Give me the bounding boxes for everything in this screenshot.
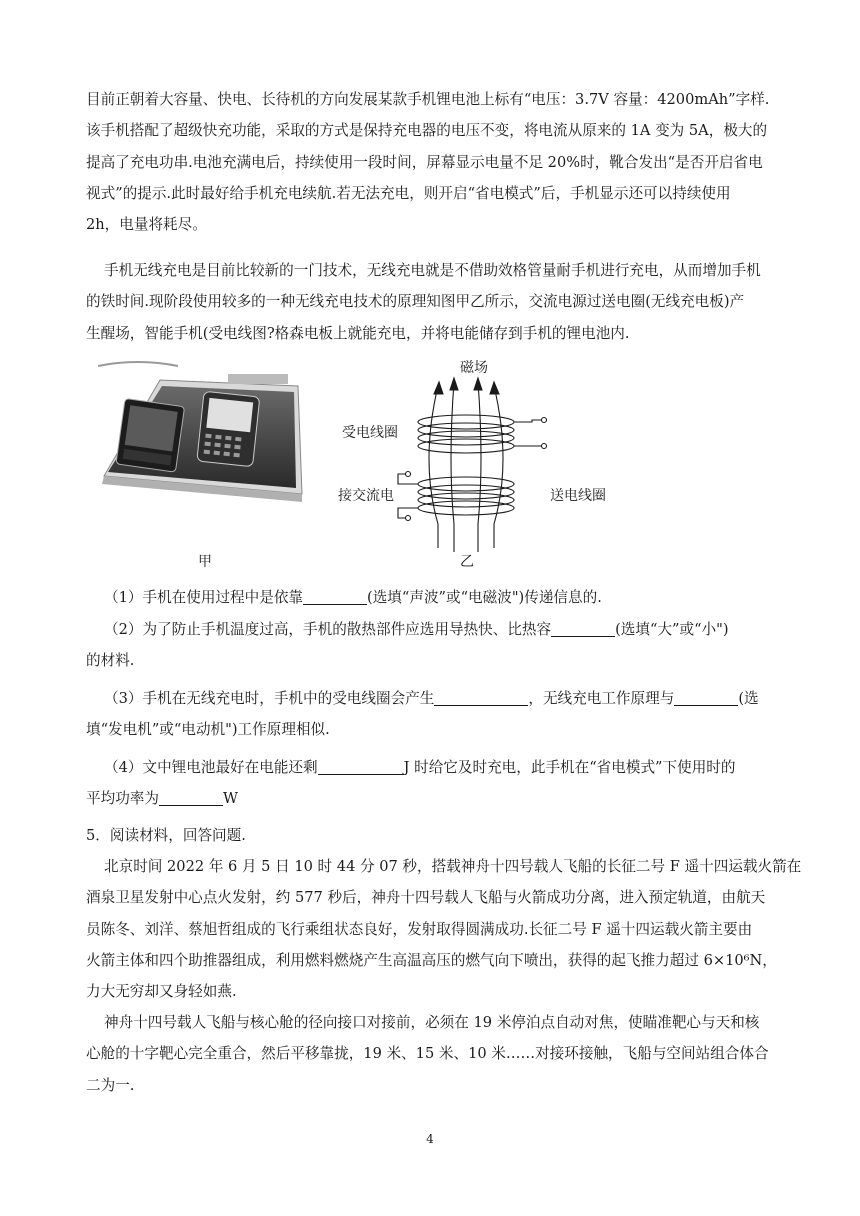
q2-text-b: (选填“大”或“小"): [615, 621, 729, 638]
q2-text-c: 的材料.: [86, 652, 135, 670]
text-line: 员陈冬、刘洋、蔡旭哲组成的飞行乘组状态良好，发射取得圆满成功.长征二号 F 遥十四运载火箭主要由: [86, 920, 753, 938]
q4-text-b: J 时给它及时充电，此手机在“省电模式”下使用时的: [403, 759, 736, 776]
answer-blank[interactable]: [551, 621, 615, 637]
text-line: 酒泉卫星发射中心点火发射，约 577 秒后，神舟十四号载人飞船与火箭成功分离，进入预定轨道，由航天: [86, 889, 766, 907]
paragraph-battery: [86, 84, 778, 240]
figure-wireless-charging: [98, 352, 638, 580]
caption-jia: 甲: [198, 554, 212, 570]
q1-text-b: (选填“声波”或“电磁波")传递信息的.: [367, 589, 602, 606]
label-ac-input: 接交流电: [338, 488, 394, 504]
q3-text-b: ，无线充电工作原理与: [528, 690, 675, 707]
q4-text-a: （4）文中锂电池最好在电能还剩: [104, 759, 318, 776]
q1-text-a: （1）手机在使用过程中是依靠: [104, 589, 304, 606]
text-line: 生醒场，智能手机(受电线图?格森电板上就能充电，并将电能储存到手机的锂电池内.: [86, 324, 630, 342]
paragraph-wireless: [86, 255, 778, 349]
q2-text-a: （2）为了防止手机温度过高，手机的散热部件应选用导热快、比热容: [104, 621, 552, 638]
text-line: 北京时间 2022 年 6 月 5 日 10 时 44 分 07 秒，搭载神舟十四号载人飞船的长征二号 F 遥十四运载火箭在: [104, 858, 802, 875]
q4-text-d: W: [222, 790, 238, 808]
text-line: 力大无穷却又身轻如燕.: [86, 983, 237, 1001]
question-2: [86, 614, 778, 677]
label-receiving-coil: 受电线圈: [342, 425, 398, 441]
question-3: [86, 683, 778, 746]
text-line: 手机无线充电是目前比较新的一门技术，无线充电就是不借助效格管量耐手机进行充电，从而增加手机: [104, 262, 761, 279]
text-line: 2h，电量将耗尽。: [86, 216, 207, 234]
text-line: 火箭主体和四个助推器组成，利用燃料燃烧产生高温高压的燃气向下喷出，获得的起飞推力超过 6×10⁶N，: [86, 951, 777, 969]
page-number: 4: [426, 1132, 434, 1146]
text-line: 心舱的十字靶心完全重合，然后平移靠拢，19 米、15 米、10 米……对接环接触，飞船与空间站组合体合: [86, 1045, 769, 1063]
paragraph-launch: [86, 851, 802, 1007]
question-1: [86, 582, 778, 613]
q4-text-c: 平均功率为: [86, 790, 159, 808]
answer-blank[interactable]: [674, 690, 738, 706]
text-line: 目前正朝着大容量、快电、长待机的方向发展某款手机锂电池上标有“电压：3.7V 容量：4200mAh”字样.: [86, 91, 770, 108]
text-line: 提高了充电功串.电池充满电后，持续使用一段时间，屏幕显示电量不足 20%时，靴合发出“是否开启省电: [86, 153, 763, 171]
figure-svg: [98, 352, 638, 580]
text-line: 视式”的提示.此时最好给手机充电续航.若无法充电，则开启“省电模式”后，手机显示还可以持续使用: [86, 184, 731, 202]
answer-blank[interactable]: [303, 589, 367, 605]
charging-pad-photo: [98, 362, 302, 502]
text-line: 的铁时间.现阶段使用较多的一种无线充电技术的原理知图甲乙所示，交流电源过送电圈(无线充电板)产: [86, 293, 745, 311]
question-4: [86, 752, 778, 815]
answer-blank[interactable]: [318, 759, 404, 775]
answer-blank[interactable]: [434, 690, 528, 706]
coil-diagram: [398, 378, 547, 552]
q3-text-a: （3）手机在无线充电时，手机中的受电线圈会产生: [104, 690, 435, 707]
text-line: 该手机搭配了超级快充功能，采取的方式是保持充电器的电压不变，将电流从原来的 1A 变为 5A，极大的: [86, 122, 768, 140]
text-line: 神舟十四号载人飞船与核心舱的径向接口对接前，必须在 19 米停泊点自动对焦，使瞄准靶心与天和核: [104, 1014, 760, 1031]
label-sending-coil: 送电线圈: [550, 488, 606, 504]
q3-text-d: 填“发电机”或“电动机")工作原理相似.: [86, 721, 330, 739]
q3-text-c: (选: [738, 690, 759, 707]
answer-blank[interactable]: [159, 791, 223, 807]
caption-yi: 乙: [460, 554, 474, 570]
question-5-title: 5．阅读材料，回答问题.: [86, 827, 246, 844]
label-magnetic-field: 磁场: [460, 360, 488, 376]
paragraph-docking: [86, 1007, 778, 1101]
text-line: 二为一.: [86, 1076, 135, 1094]
